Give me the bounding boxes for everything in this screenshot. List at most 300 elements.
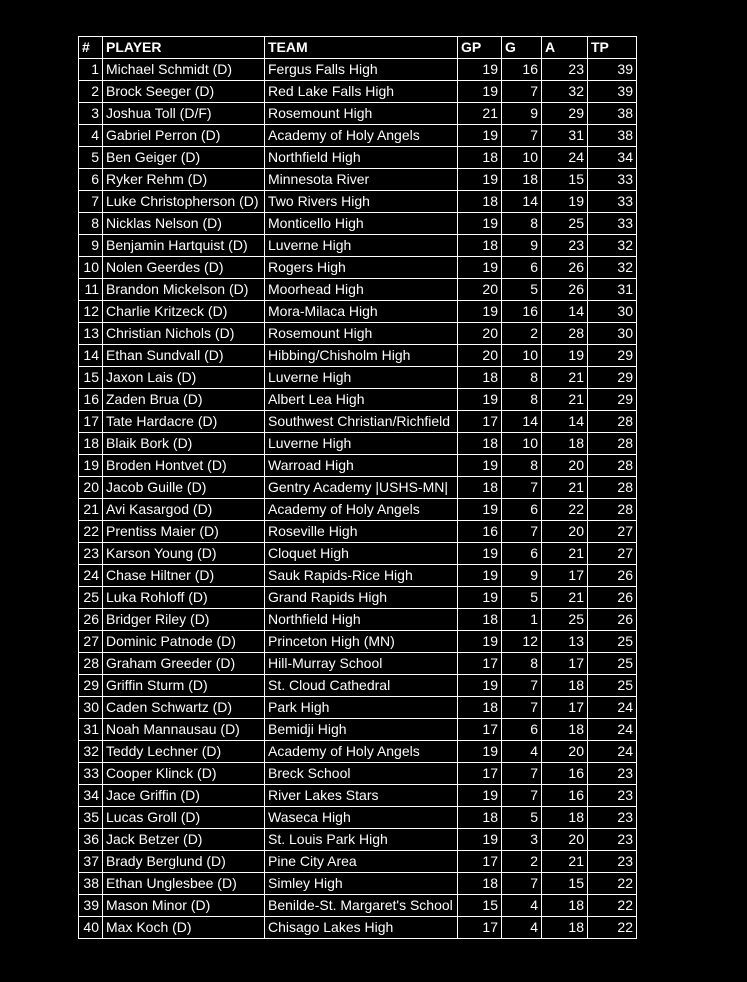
cell-player: Ryker Rehm (D) <box>103 169 265 191</box>
cell-rank: 4 <box>79 125 103 147</box>
cell-player: Jacob Guille (D) <box>103 477 265 499</box>
cell-a: 18 <box>542 807 588 829</box>
cell-a: 20 <box>542 455 588 477</box>
cell-player: Griffin Sturm (D) <box>103 675 265 697</box>
cell-gp: 18 <box>458 807 502 829</box>
table-row <box>79 301 637 323</box>
cell-rank: 29 <box>79 675 103 697</box>
cell-team: St. Cloud Cathedral <box>265 675 458 697</box>
header-tp: TP <box>588 37 637 59</box>
cell-player: Zaden Brua (D) <box>103 389 265 411</box>
table-row <box>79 499 637 521</box>
cell-g: 4 <box>502 895 542 917</box>
cell-team: Waseca High <box>265 807 458 829</box>
cell-rank: 23 <box>79 543 103 565</box>
cell-rank: 15 <box>79 367 103 389</box>
table-row <box>79 895 637 917</box>
cell-g: 4 <box>502 741 542 763</box>
cell-gp: 19 <box>458 741 502 763</box>
cell-rank: 31 <box>79 719 103 741</box>
cell-player: Graham Greeder (D) <box>103 653 265 675</box>
cell-team: Rosemount High <box>265 103 458 125</box>
cell-g: 9 <box>502 565 542 587</box>
table-row <box>79 697 637 719</box>
cell-team: Rogers High <box>265 257 458 279</box>
cell-tp: 38 <box>588 103 637 125</box>
table-row <box>79 147 637 169</box>
table-row <box>79 807 637 829</box>
cell-gp: 19 <box>458 81 502 103</box>
cell-rank: 27 <box>79 631 103 653</box>
cell-a: 20 <box>542 741 588 763</box>
cell-team: Grand Rapids High <box>265 587 458 609</box>
cell-player: Gabriel Perron (D) <box>103 125 265 147</box>
header-rank: # <box>79 37 103 59</box>
cell-a: 18 <box>542 895 588 917</box>
table-row <box>79 653 637 675</box>
cell-team: Roseville High <box>265 521 458 543</box>
table-row <box>79 235 637 257</box>
cell-tp: 32 <box>588 235 637 257</box>
cell-a: 16 <box>542 785 588 807</box>
cell-g: 16 <box>502 59 542 81</box>
header-g: G <box>502 37 542 59</box>
cell-player: Avi Kasargod (D) <box>103 499 265 521</box>
cell-a: 21 <box>542 587 588 609</box>
cell-team: Park High <box>265 697 458 719</box>
cell-a: 14 <box>542 411 588 433</box>
header-row <box>79 37 637 59</box>
cell-rank: 40 <box>79 917 103 939</box>
cell-g: 5 <box>502 279 542 301</box>
cell-a: 23 <box>542 235 588 257</box>
cell-team: Luverne High <box>265 367 458 389</box>
cell-a: 18 <box>542 675 588 697</box>
cell-g: 12 <box>502 631 542 653</box>
table-row <box>79 851 637 873</box>
cell-g: 7 <box>502 675 542 697</box>
cell-tp: 30 <box>588 323 637 345</box>
cell-team: Benilde-St. Margaret's School <box>265 895 458 917</box>
cell-a: 14 <box>542 301 588 323</box>
cell-g: 16 <box>502 301 542 323</box>
cell-a: 24 <box>542 147 588 169</box>
cell-gp: 15 <box>458 895 502 917</box>
cell-rank: 8 <box>79 213 103 235</box>
cell-g: 7 <box>502 785 542 807</box>
cell-rank: 3 <box>79 103 103 125</box>
cell-tp: 39 <box>588 59 637 81</box>
cell-player: Karson Young (D) <box>103 543 265 565</box>
cell-g: 6 <box>502 499 542 521</box>
cell-g: 9 <box>502 235 542 257</box>
cell-team: Minnesota River <box>265 169 458 191</box>
cell-g: 7 <box>502 763 542 785</box>
cell-player: Chase Hiltner (D) <box>103 565 265 587</box>
cell-gp: 19 <box>458 565 502 587</box>
table-row <box>79 279 637 301</box>
cell-gp: 17 <box>458 851 502 873</box>
cell-a: 25 <box>542 213 588 235</box>
cell-team: Hill-Murray School <box>265 653 458 675</box>
cell-team: Cloquet High <box>265 543 458 565</box>
cell-a: 26 <box>542 279 588 301</box>
table-row <box>79 873 637 895</box>
cell-g: 7 <box>502 477 542 499</box>
cell-g: 6 <box>502 719 542 741</box>
cell-tp: 29 <box>588 389 637 411</box>
cell-player: Caden Schwartz (D) <box>103 697 265 719</box>
cell-g: 10 <box>502 147 542 169</box>
cell-gp: 18 <box>458 477 502 499</box>
cell-tp: 29 <box>588 367 637 389</box>
cell-a: 21 <box>542 543 588 565</box>
cell-tp: 23 <box>588 763 637 785</box>
cell-player: Teddy Lechner (D) <box>103 741 265 763</box>
table-row <box>79 257 637 279</box>
cell-gp: 16 <box>458 521 502 543</box>
cell-player: Tate Hardacre (D) <box>103 411 265 433</box>
cell-gp: 19 <box>458 59 502 81</box>
cell-gp: 18 <box>458 147 502 169</box>
cell-gp: 19 <box>458 543 502 565</box>
table-row <box>79 587 637 609</box>
cell-rank: 12 <box>79 301 103 323</box>
cell-team: Fergus Falls High <box>265 59 458 81</box>
cell-gp: 19 <box>458 675 502 697</box>
cell-a: 17 <box>542 565 588 587</box>
cell-rank: 33 <box>79 763 103 785</box>
cell-player: Jace Griffin (D) <box>103 785 265 807</box>
cell-team: Red Lake Falls High <box>265 81 458 103</box>
table-row <box>79 455 637 477</box>
cell-team: Mora-Milaca High <box>265 301 458 323</box>
table-row <box>79 477 637 499</box>
cell-a: 20 <box>542 829 588 851</box>
cell-team: Sauk Rapids-Rice High <box>265 565 458 587</box>
cell-team: Princeton High (MN) <box>265 631 458 653</box>
cell-team: Southwest Christian/Richfield <box>265 411 458 433</box>
cell-player: Jack Betzer (D) <box>103 829 265 851</box>
cell-team: Rosemount High <box>265 323 458 345</box>
cell-g: 10 <box>502 345 542 367</box>
cell-gp: 17 <box>458 917 502 939</box>
table-row <box>79 631 637 653</box>
cell-player: Ben Geiger (D) <box>103 147 265 169</box>
cell-gp: 18 <box>458 191 502 213</box>
cell-team: Warroad High <box>265 455 458 477</box>
table-row <box>79 609 637 631</box>
cell-g: 2 <box>502 851 542 873</box>
cell-rank: 18 <box>79 433 103 455</box>
table-row <box>79 59 637 81</box>
cell-player: Nolen Geerdes (D) <box>103 257 265 279</box>
cell-tp: 25 <box>588 631 637 653</box>
cell-tp: 31 <box>588 279 637 301</box>
cell-tp: 26 <box>588 587 637 609</box>
cell-g: 8 <box>502 455 542 477</box>
cell-a: 18 <box>542 719 588 741</box>
header-player: PLAYER <box>103 37 265 59</box>
cell-tp: 24 <box>588 719 637 741</box>
cell-tp: 22 <box>588 873 637 895</box>
cell-tp: 28 <box>588 455 637 477</box>
cell-player: Ethan Sundvall (D) <box>103 345 265 367</box>
cell-player: Brock Seeger (D) <box>103 81 265 103</box>
cell-gp: 20 <box>458 279 502 301</box>
cell-gp: 19 <box>458 169 502 191</box>
cell-gp: 19 <box>458 213 502 235</box>
cell-gp: 19 <box>458 499 502 521</box>
cell-gp: 17 <box>458 653 502 675</box>
cell-gp: 19 <box>458 301 502 323</box>
cell-rank: 30 <box>79 697 103 719</box>
cell-rank: 28 <box>79 653 103 675</box>
cell-g: 14 <box>502 191 542 213</box>
cell-g: 2 <box>502 323 542 345</box>
cell-player: Benjamin Hartquist (D) <box>103 235 265 257</box>
cell-team: Luverne High <box>265 235 458 257</box>
table-row <box>79 323 637 345</box>
cell-gp: 20 <box>458 323 502 345</box>
cell-rank: 16 <box>79 389 103 411</box>
cell-g: 18 <box>502 169 542 191</box>
cell-g: 5 <box>502 587 542 609</box>
cell-player: Blaik Bork (D) <box>103 433 265 455</box>
table-row <box>79 763 637 785</box>
cell-player: Prentiss Maier (D) <box>103 521 265 543</box>
cell-team: Monticello High <box>265 213 458 235</box>
cell-player: Mason Minor (D) <box>103 895 265 917</box>
cell-gp: 17 <box>458 719 502 741</box>
cell-tp: 39 <box>588 81 637 103</box>
cell-a: 17 <box>542 697 588 719</box>
cell-player: Brady Berglund (D) <box>103 851 265 873</box>
table-row <box>79 169 637 191</box>
cell-team: Academy of Holy Angels <box>265 125 458 147</box>
cell-team: Academy of Holy Angels <box>265 499 458 521</box>
cell-gp: 20 <box>458 345 502 367</box>
table-row <box>79 521 637 543</box>
cell-a: 31 <box>542 125 588 147</box>
cell-tp: 26 <box>588 565 637 587</box>
cell-player: Max Koch (D) <box>103 917 265 939</box>
table-row <box>79 213 637 235</box>
cell-gp: 19 <box>458 829 502 851</box>
cell-rank: 9 <box>79 235 103 257</box>
table-row <box>79 389 637 411</box>
table-body <box>79 59 637 939</box>
cell-team: Simley High <box>265 873 458 895</box>
cell-team: River Lakes Stars <box>265 785 458 807</box>
cell-a: 21 <box>542 851 588 873</box>
cell-team: Hibbing/Chisholm High <box>265 345 458 367</box>
cell-rank: 35 <box>79 807 103 829</box>
cell-a: 17 <box>542 653 588 675</box>
cell-tp: 32 <box>588 257 637 279</box>
cell-rank: 22 <box>79 521 103 543</box>
cell-rank: 11 <box>79 279 103 301</box>
table-row <box>79 829 637 851</box>
cell-a: 25 <box>542 609 588 631</box>
cell-gp: 19 <box>458 785 502 807</box>
header-a: A <box>542 37 588 59</box>
cell-player: Lucas Groll (D) <box>103 807 265 829</box>
cell-g: 6 <box>502 543 542 565</box>
cell-tp: 27 <box>588 543 637 565</box>
cell-a: 21 <box>542 389 588 411</box>
cell-rank: 1 <box>79 59 103 81</box>
cell-rank: 39 <box>79 895 103 917</box>
cell-a: 29 <box>542 103 588 125</box>
cell-a: 26 <box>542 257 588 279</box>
cell-tp: 33 <box>588 169 637 191</box>
cell-g: 7 <box>502 125 542 147</box>
cell-rank: 26 <box>79 609 103 631</box>
cell-gp: 17 <box>458 763 502 785</box>
cell-team: Academy of Holy Angels <box>265 741 458 763</box>
cell-team: Pine City Area <box>265 851 458 873</box>
cell-team: Northfield High <box>265 609 458 631</box>
cell-rank: 38 <box>79 873 103 895</box>
cell-a: 21 <box>542 477 588 499</box>
cell-a: 13 <box>542 631 588 653</box>
cell-rank: 21 <box>79 499 103 521</box>
table-row <box>79 433 637 455</box>
cell-player: Cooper Klinck (D) <box>103 763 265 785</box>
cell-tp: 24 <box>588 741 637 763</box>
cell-player: Michael Schmidt (D) <box>103 59 265 81</box>
cell-tp: 28 <box>588 433 637 455</box>
cell-g: 3 <box>502 829 542 851</box>
cell-player: Luke Christopherson (D) <box>103 191 265 213</box>
cell-rank: 24 <box>79 565 103 587</box>
cell-rank: 20 <box>79 477 103 499</box>
cell-rank: 34 <box>79 785 103 807</box>
cell-player: Ethan Unglesbee (D) <box>103 873 265 895</box>
cell-player: Bridger Riley (D) <box>103 609 265 631</box>
cell-team: St. Louis Park High <box>265 829 458 851</box>
table-row <box>79 367 637 389</box>
cell-g: 6 <box>502 257 542 279</box>
header-gp: GP <box>458 37 502 59</box>
cell-a: 20 <box>542 521 588 543</box>
cell-g: 1 <box>502 609 542 631</box>
cell-gp: 18 <box>458 873 502 895</box>
cell-a: 19 <box>542 191 588 213</box>
cell-team: Chisago Lakes High <box>265 917 458 939</box>
cell-rank: 5 <box>79 147 103 169</box>
cell-tp: 24 <box>588 697 637 719</box>
cell-player: Christian Nichols (D) <box>103 323 265 345</box>
cell-tp: 23 <box>588 785 637 807</box>
cell-a: 16 <box>542 763 588 785</box>
cell-rank: 19 <box>79 455 103 477</box>
cell-g: 7 <box>502 873 542 895</box>
cell-team: Luverne High <box>265 433 458 455</box>
cell-tp: 26 <box>588 609 637 631</box>
cell-g: 7 <box>502 697 542 719</box>
cell-tp: 23 <box>588 851 637 873</box>
cell-player: Dominic Patnode (D) <box>103 631 265 653</box>
cell-rank: 25 <box>79 587 103 609</box>
cell-player: Luka Rohloff (D) <box>103 587 265 609</box>
player-stats-table <box>78 36 637 939</box>
cell-g: 8 <box>502 389 542 411</box>
cell-tp: 22 <box>588 895 637 917</box>
cell-rank: 13 <box>79 323 103 345</box>
cell-team: Northfield High <box>265 147 458 169</box>
cell-tp: 30 <box>588 301 637 323</box>
cell-tp: 28 <box>588 411 637 433</box>
cell-gp: 19 <box>458 587 502 609</box>
table-row <box>79 785 637 807</box>
cell-team: Two Rivers High <box>265 191 458 213</box>
cell-gp: 19 <box>458 257 502 279</box>
cell-tp: 29 <box>588 345 637 367</box>
cell-gp: 19 <box>458 389 502 411</box>
cell-g: 7 <box>502 81 542 103</box>
cell-team: Bemidji High <box>265 719 458 741</box>
table-header <box>79 37 637 59</box>
cell-tp: 23 <box>588 807 637 829</box>
table-row <box>79 411 637 433</box>
cell-gp: 19 <box>458 125 502 147</box>
cell-g: 9 <box>502 103 542 125</box>
cell-tp: 33 <box>588 191 637 213</box>
cell-a: 15 <box>542 873 588 895</box>
cell-a: 19 <box>542 345 588 367</box>
cell-g: 8 <box>502 653 542 675</box>
cell-rank: 7 <box>79 191 103 213</box>
cell-team: Gentry Academy |USHS-MN| <box>265 477 458 499</box>
cell-a: 22 <box>542 499 588 521</box>
cell-a: 18 <box>542 917 588 939</box>
cell-rank: 17 <box>79 411 103 433</box>
cell-g: 10 <box>502 433 542 455</box>
table-row <box>79 81 637 103</box>
cell-rank: 37 <box>79 851 103 873</box>
cell-g: 14 <box>502 411 542 433</box>
cell-g: 8 <box>502 367 542 389</box>
table-row <box>79 741 637 763</box>
cell-rank: 6 <box>79 169 103 191</box>
table-row <box>79 103 637 125</box>
table-row <box>79 191 637 213</box>
table-row <box>79 917 637 939</box>
table-row <box>79 543 637 565</box>
cell-a: 23 <box>542 59 588 81</box>
cell-rank: 10 <box>79 257 103 279</box>
cell-gp: 21 <box>458 103 502 125</box>
cell-team: Breck School <box>265 763 458 785</box>
cell-tp: 22 <box>588 917 637 939</box>
cell-gp: 18 <box>458 609 502 631</box>
cell-gp: 18 <box>458 433 502 455</box>
cell-tp: 38 <box>588 125 637 147</box>
header-team: TEAM <box>265 37 458 59</box>
cell-a: 32 <box>542 81 588 103</box>
cell-rank: 2 <box>79 81 103 103</box>
cell-a: 15 <box>542 169 588 191</box>
cell-gp: 19 <box>458 631 502 653</box>
cell-gp: 19 <box>458 455 502 477</box>
cell-player: Joshua Toll (D/F) <box>103 103 265 125</box>
cell-gp: 18 <box>458 235 502 257</box>
cell-tp: 33 <box>588 213 637 235</box>
cell-gp: 18 <box>458 697 502 719</box>
cell-player: Nicklas Nelson (D) <box>103 213 265 235</box>
